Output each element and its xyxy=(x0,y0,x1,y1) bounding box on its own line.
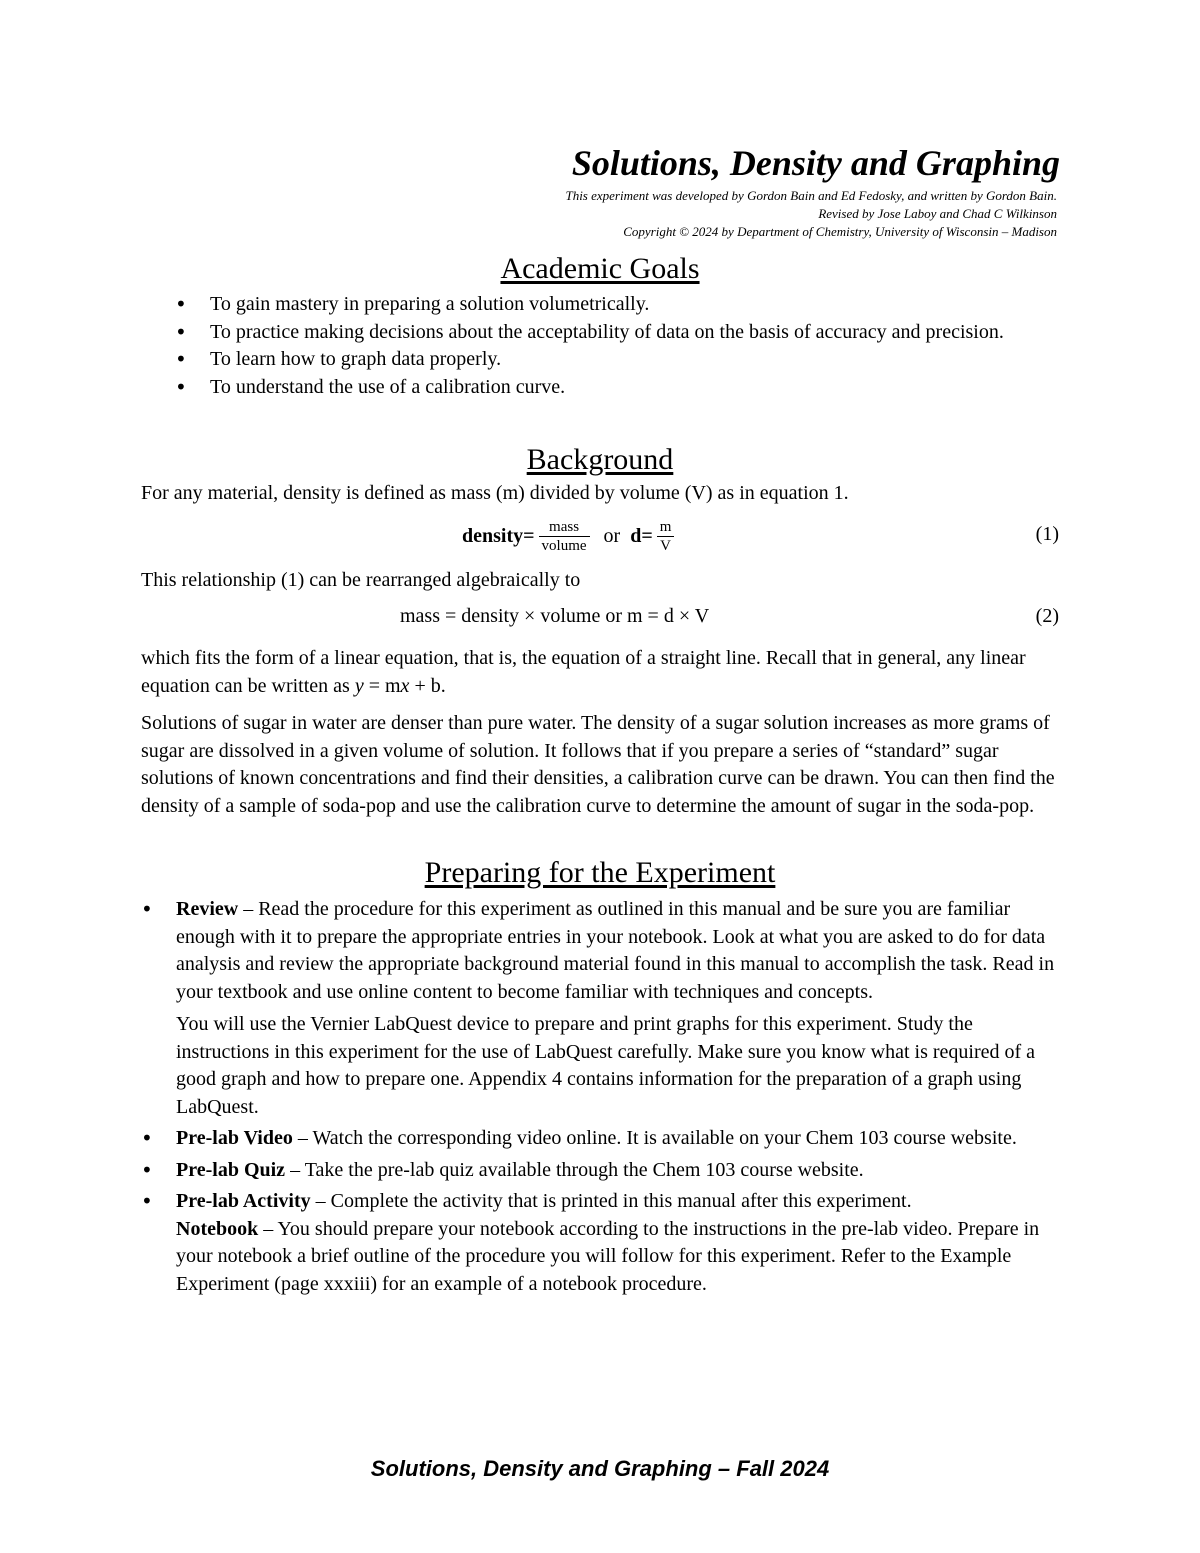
list-item-quiz xyxy=(141,1157,1061,1185)
credit-line-revised: Revised by Jose Laboy and Chad C Wilkinson xyxy=(818,206,1057,221)
eq2-text: mass = density × volume or m = d × V xyxy=(400,605,710,627)
equation-1 xyxy=(0,513,1200,559)
credit-line-authors: This experiment was developed by Gordon Bain and Ed Fedosky, and written by Gordon Bain. xyxy=(565,188,1057,203)
eq1-numerator: mass xyxy=(549,518,580,535)
review-text: – Read the procedure for this experiment as outlined in this manual and be sure you are familiar enough with it to prepare the appropriate entries in your notebook. Look at what you are asked to do for data analysis and review the appropriate background material found in this manual to accomplish the task. Read in your textbook and use online content to become familiar with techniques and concepts. xyxy=(176,898,1055,1003)
quiz-label: Pre-lab Quiz xyxy=(176,1158,286,1181)
linear-var-y: y xyxy=(354,674,364,697)
linear-text-2: = m xyxy=(363,674,401,697)
rearranged-text: This relationship (1) can be rearranged algebraically to xyxy=(141,569,581,591)
page-footer: Solutions, Density and Graphing – Fall 2024 xyxy=(370,1456,830,1481)
quiz-text: – Take the pre-lab quiz available through the Chem 103 course website. xyxy=(285,1158,864,1181)
list-item: • To gain mastery in preparing a solution volumetrically. xyxy=(175,291,1055,319)
eq1-denominator: volume xyxy=(539,536,590,555)
linear-text-3: + b. xyxy=(409,674,446,697)
eq1-lhs2: d xyxy=(630,524,642,547)
credit-line-copyright: Copyright © 2024 by Department of Chemistry, University of Wisconsin – Madison xyxy=(623,224,1057,239)
activity-label: Pre-lab Activity xyxy=(176,1190,311,1212)
linear-equation-paragraph xyxy=(141,645,1061,700)
list-item: • To practice making decisions about the acceptability of data on the basis of accuracy and precision. xyxy=(175,319,1055,347)
sugar-solution-paragraph: Solutions of sugar in water are denser than pure water. The density of a sugar solution increases as more grams of sugar are dissolved in a given volume of solution. It follows that if you prepare a series of “standard” sugar solutions of known concentrations and find their densities, a calibration curve can be drawn. You can then find the density of a sample of soda-pop and use the calibration curve to determine the amount of sugar in the soda-pop. xyxy=(141,712,1055,817)
equation-number-1: (1) xyxy=(1035,523,1059,545)
linear-text-1: which fits the form of a linear equation, that is, the equation of a straight line. Recall that in general, any linear equation can be written as xyxy=(141,647,1026,697)
background-intro: For any material, density is defined as mass (m) divided by volume (V) as in equation 1. xyxy=(141,482,849,504)
preparing-list xyxy=(141,896,1061,1302)
eq1-denominator-2: V xyxy=(657,536,674,555)
heading-preparing: Preparing for the Experiment xyxy=(424,856,776,889)
video-text: – Watch the corresponding video online. It is available on your Chem 103 course website. xyxy=(292,1127,1017,1149)
list-item-review xyxy=(141,896,1061,1121)
eq1-numerator-2: m xyxy=(659,518,672,535)
review-label: Review xyxy=(176,898,239,920)
notebook-text: – You should prepare your notebook according to the instructions in the pre-lab video. Prepare in your notebook a brief outline of the procedure you will follow for this experiment. Refer to the Example Experiment (page xxxiii) for an example of a notebook procedure. xyxy=(176,1217,1040,1295)
notebook-label: Notebook xyxy=(176,1217,259,1240)
list-item: • To learn how to graph data properly. xyxy=(175,346,1055,374)
heading-background: Background xyxy=(526,443,674,476)
linear-var-x: x xyxy=(400,674,410,697)
list-item: • To understand the use of a calibration curve. xyxy=(175,374,1055,402)
activity-text: – Complete the activity that is printed in this manual after this experiment. xyxy=(310,1190,912,1212)
eq1-or: or xyxy=(603,524,621,547)
equation-2 xyxy=(0,605,1200,635)
heading-academic-goals: Academic Goals xyxy=(500,252,700,285)
list-item-video xyxy=(141,1125,1061,1153)
review-sub-paragraph: You will use the Vernier LabQuest device to prepare and print graphs for this experiment. Study the instructions in this experiment for the use of LabQuest carefully. Make sure you know what is required of a good graph and how to prepare one. Appendix 4 contains information for the preparation of a graph using LabQuest. xyxy=(176,1013,1036,1118)
eq1-fraction-mass-volume xyxy=(539,518,590,555)
eq1-lhs: density xyxy=(462,524,524,547)
academic-goals-list xyxy=(175,291,1055,401)
eq1-equals2: = xyxy=(641,524,653,547)
document-title: Solutions, Density and Graphing xyxy=(571,143,1060,183)
eq1-fraction-m-v xyxy=(657,518,675,555)
video-label: Pre-lab Video xyxy=(176,1127,293,1149)
equation-number-2: (2) xyxy=(1035,605,1059,627)
list-item-activity xyxy=(141,1188,1061,1298)
eq1-equals: = xyxy=(523,524,535,547)
